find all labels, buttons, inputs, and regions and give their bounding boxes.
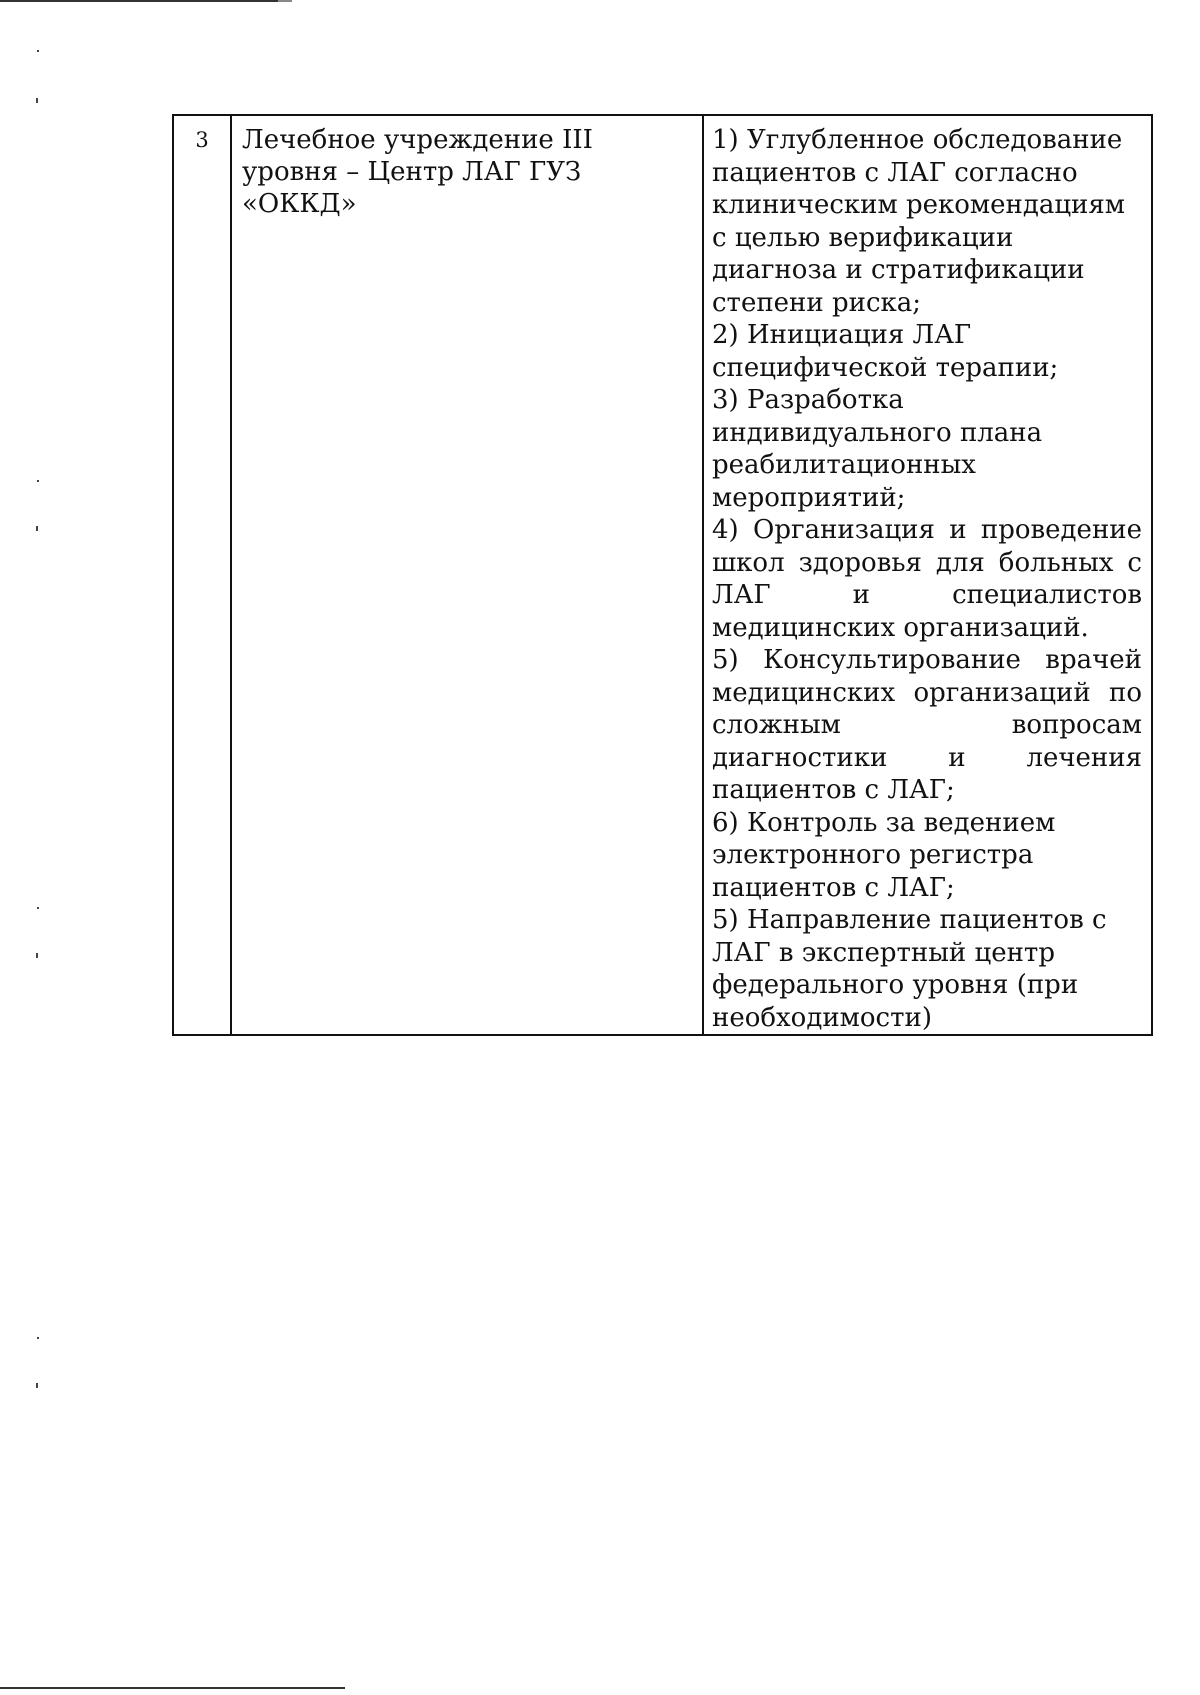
institution-table xyxy=(172,114,1153,1036)
institution-name: Лечебное учреждение III уровня – Центр ЛАГ ГУЗ «ОККД» xyxy=(242,125,593,219)
row-number-cell xyxy=(173,115,231,1035)
task-item: 3) Разработка индивидуального плана реабилитационных мероприятий; xyxy=(712,385,1043,513)
scan-edge-line xyxy=(0,0,278,2)
tasks-cell xyxy=(703,115,1152,1035)
scan-speck xyxy=(37,1337,39,1339)
scan-edge-line xyxy=(278,0,292,2)
scan-edge-line xyxy=(0,1687,345,1689)
task-item: 6) Контроль за ведением электронного регистра пациентов с ЛАГ; xyxy=(712,807,1056,903)
scan-speck xyxy=(37,907,39,909)
institution-cell xyxy=(231,115,703,1035)
task-item: 5) Направление пациентов с ЛАГ в экспертный центр федерального уровня (при необходимости) xyxy=(712,905,1107,1033)
task-item: 2) Инициация ЛАГ специфической терапии; xyxy=(712,320,1059,383)
scan-speck xyxy=(36,526,38,531)
scan-speck xyxy=(36,98,38,103)
task-item: 4) Организация и проведение школ здоровья для больных с ЛАГ и специалистов медицинских организаций. xyxy=(712,515,1142,643)
scan-speck xyxy=(37,480,39,482)
scan-speck xyxy=(36,1383,38,1388)
table-row xyxy=(173,115,1152,1035)
scan-speck xyxy=(37,50,39,52)
task-item: 1) Углубленное обследование пациентов с ЛАГ согласно клиническим рекомендациям с целью верификации диагноза и стратификации степени риска; xyxy=(712,125,1126,318)
scan-speck xyxy=(36,953,38,958)
row-number: 3 xyxy=(195,128,209,152)
task-item: 5) Консультирование врачей медицинских организаций по сложным вопросам диагностики и лечения пациентов с ЛАГ; xyxy=(712,645,1142,805)
